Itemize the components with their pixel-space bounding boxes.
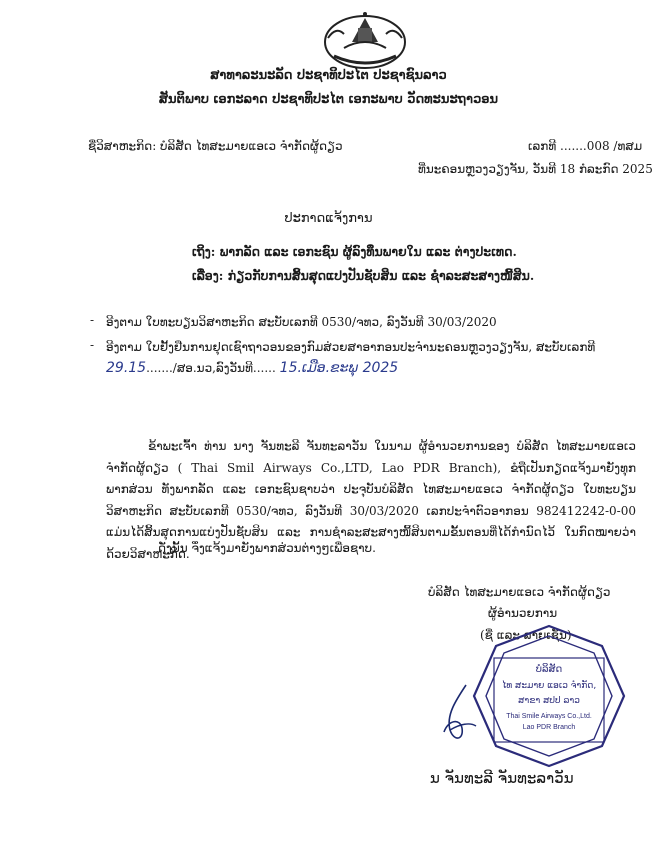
signatory-company: ບໍລິສັດ ໄທສະມາຍແອເວ ຈຳກັດຜູ້ດຽວ [428, 585, 611, 599]
reference-bullet: - [90, 338, 95, 352]
notice-subject: ເລື່ອງ: ກ່ຽວກັບການສິ້ນສຸດແປງປັນຊັບສິນ ແລະ ຊຳລະສະສາງໜີ້ສິນ. [192, 268, 535, 283]
country-name-header: ສາທາລະນະລັດ ປະຊາທິປະໄຕ ປະຊາຊົນລາວ [210, 68, 447, 83]
notice-title: ປະກາດແຈ້ງການ [284, 211, 373, 226]
reference-tax-certificate-line2 [106, 357, 626, 379]
seal-text-5: Lao PDR Branch [522, 724, 576, 731]
notice-recipients: ເຖິງ: ພາກລັດ ແລະ ເອກະຊົນ ຜູ້ລົງທຶນພາຍໃນ ແລະ ຕ່າງປະເທດ. [192, 244, 517, 259]
seal-text-1: ບໍລິສັດ [535, 664, 563, 675]
signature-note: (ຊື່ ແລະ ລາຍເຊັນ) [480, 628, 572, 642]
handwritten-certificate-date: 15.ເມືອ.ຂະພຸ 2025 [279, 360, 399, 376]
certificate-number-suffix: ......./ສອ.ນວ,ລົງວັນທີ...... [146, 361, 276, 375]
signatory-title: ຜູ້ອຳນວຍການ [488, 606, 558, 620]
seal-text-2: ໄທ ສະມາຍ ແອເວ ຈຳກັດ, [501, 681, 597, 691]
national-motto-header: ສັນຕິພາບ ເອກະລາດ ປະຊາທິປະໄຕ ເອກະພາບ ວັດທະນະຖາວອນ [158, 92, 499, 107]
place-and-date: ທີ່ນະຄອນຫຼວງວຽງຈັນ, ວັນທີ 18 ກໍລະກົດ 2025 [418, 162, 653, 176]
signatory-name: ນ ຈັນທະລີ ຈັນທະລາວັນ [430, 769, 574, 787]
lao-national-emblem [322, 8, 408, 70]
seal-text-3: ສາຂາ ສປປ ລາວ [518, 696, 580, 706]
closing-line: ດັ່ງນັ້ນ ຈຶ່ງແຈ້ງມາຍັງພາກສ່ວນຕ່າງໆເພື່ອຊາບ. [158, 541, 376, 555]
company-name-line: ຊື່ວິສາຫະກິດ: ບໍລິສັດ ໄທສະມາຍແອເວ ຈຳກັດຜູ້ດຽວ [88, 139, 343, 153]
handwritten-certificate-number: 29.15 [106, 360, 147, 376]
reference-business-license: ອີງຕາມ ໃບທະບຽນວິສາຫະກິດ ສະບັບເລກທີ 0530/ຈທວ, ລົງວັນທີ 30/03/2020 [106, 315, 497, 329]
reference-number: ເລກທີ .......008 /ທສມ [528, 139, 643, 153]
company-seal-stamp [470, 622, 628, 770]
reference-tax-certificate-line1: ອີງຕາມ ໃບຢັ້ງຢືນການຢຸດເຊົາຖາວອນຂອງກົມສ່ວຍສາອາກອນປະຈຳນະຄອນຫຼວງວຽງຈັນ, ສະບັບເລກທີ [106, 340, 596, 354]
seal-text-4: Thai Smile Airways Co.,Ltd. [506, 713, 592, 720]
reference-bullet: - [90, 313, 95, 327]
body-paragraph: ຂ້າພະເຈົ້າ ທ່ານ ນາງ ຈັນທະລີ ຈັນທະລາວັນ ໃນນາມ ຜູ້ອຳນວຍການຂອງ ບໍລິສັດ ໄທສະມາຍແອເວ ຈຳກັດຜູ້ດຽວ ( Thai Smil Airways Co.,LTD, Lao PDR Branch), ຂໍຖືເປັນກຽດແຈ້ງມາຍັງທຸກພາກສ່ວນ ທັງພາກລັດ ແລະ ເອກະຊົນຊາບວ່າ ປະຈຸບັນບໍລິສັດ ໄທສະມາຍແອເວ ຈຳກັດຜູ້ດຽວ ໃບທະບຽນວິສາຫະກິດ ສະບັບເລກທີ 0530/ຈທວ, ລົງວັນທີ 30/03/2020 ເລກປະຈຳຕົວອາກອນ 982412242-0-00 ແມ່ນໄດ້ສິ້ນສຸດການແບ່ງປັນຊັບສິນ ແລະ ການຊຳລະສະສາງໜີ້ສິນຕາມຂັ້ນຕອນທີ່ໄດ້ກຳນົດໄວ້ ໃນກົດໝາຍວ່າດ້ວຍວິສາຫະກິດ. [106, 439, 636, 561]
